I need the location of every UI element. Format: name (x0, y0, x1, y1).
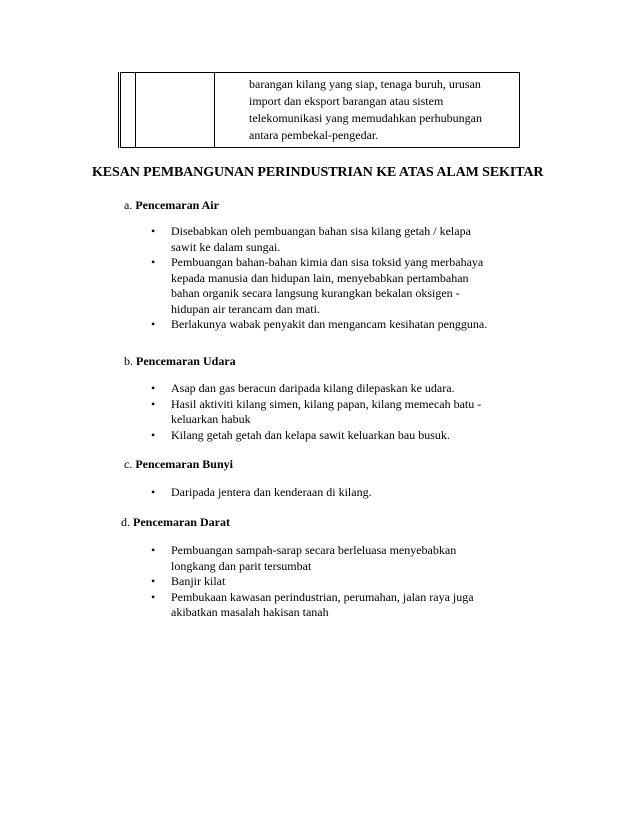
section-letter: c. (124, 457, 133, 471)
table-text-line: import dan eksport barangan atau sistem (249, 94, 444, 108)
table-cell-number (120, 73, 136, 148)
section-title-darat (121, 515, 230, 530)
bullet-icon: • (151, 224, 156, 238)
table-cell-label (136, 73, 215, 148)
section-title-air (124, 198, 219, 213)
section-letter: b. (124, 354, 133, 368)
bullet-list-air (151, 224, 488, 333)
bullet-icon: • (151, 255, 156, 269)
bullet-list-darat (151, 543, 474, 621)
bullet-icon: • (151, 574, 156, 588)
section-name: Pencemaran Bunyi (135, 457, 233, 471)
list-item: • Pembuangan sampah-sarap secara berleluasa menyebabkan longkang dan parit tersumbat (151, 543, 457, 573)
bullet-icon: • (151, 427, 156, 442)
list-item: • Pembukaan kawasan perindustrian, perumahan, jalan raya juga akibatkan masalah hakisan tanah (151, 589, 474, 619)
list-item: • Asap dan gas beracun daripada kilang dilepaskan ke udara. (151, 381, 455, 395)
list-item: • Disebabkan oleh pembuangan bahan sisa kilang getah / kelapa sawit ke dalam sungai. (151, 224, 471, 254)
section-name: Pencemaran Air (135, 198, 219, 212)
table-text-line: barangan kilang yang siap, tenaga buruh, urusan (249, 77, 481, 91)
table-cell-description (215, 73, 520, 148)
list-item: • Kilang getah getah dan kelapa sawit keluarkan bau busuk. (151, 427, 450, 442)
section-title-udara (124, 354, 236, 369)
bullet-list-bunyi (151, 485, 372, 501)
bullet-icon: • (151, 543, 156, 557)
section-name: Pencemaran Darat (133, 515, 230, 529)
bullet-icon: • (151, 485, 156, 499)
table-fragment (118, 72, 520, 148)
list-item: • Berlakunya wabak penyakit dan mengancam kesihatan pengguna. (151, 317, 488, 331)
list-item: • Banjir kilat (151, 574, 226, 588)
bullet-icon: • (151, 589, 156, 604)
bullet-icon: • (151, 317, 156, 331)
list-item: • Hasil aktiviti kilang simen, kilang papan, kilang memecah batu - keluarkan habuk (151, 396, 482, 426)
list-item: • Daripada jentera dan kenderaan di kilang. (151, 485, 372, 499)
section-title-bunyi (124, 457, 233, 472)
table-text-line: telekomunikasi yang memudahkan perhubungan (249, 111, 482, 125)
section-letter: a. (124, 198, 133, 212)
bullet-list-udara (151, 381, 482, 443)
section-heading: KESAN PEMBANGUNAN PERINDUSTRIAN KE ATAS ALAM SEKITAR (92, 165, 544, 180)
bullet-icon: • (151, 381, 156, 395)
table-text-line: antara pembekal-pengedar. (249, 128, 379, 142)
bullet-icon: • (151, 396, 156, 411)
section-letter: d. (121, 515, 130, 529)
section-name: Pencemaran Udara (136, 354, 236, 368)
list-item: • Pembuangan bahan-bahan kimia dan sisa toksid yang merbahaya kepada manusia dan hidupan lain, menyebabkan pertambahan bahan organik secara langsung kurangkan bekalan oksigen - hidupan air terancam dan mati. (151, 255, 484, 316)
